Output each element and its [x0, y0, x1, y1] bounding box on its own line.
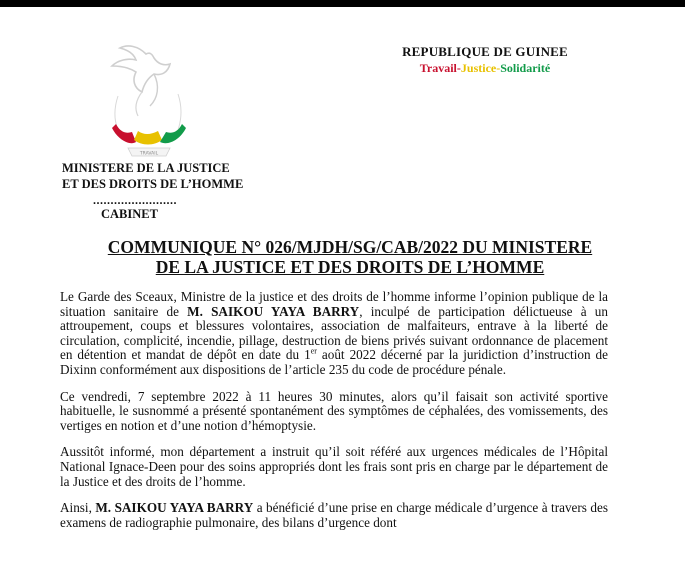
- motto-justice: Justice: [460, 61, 497, 75]
- title-line-1: COMMUNIQUE N° 026/MJDH/SG/CAB/2022 DU MINISTERE: [107, 237, 593, 257]
- ministry-line-2: ET DES DROITS DE L’HOMME: [62, 177, 244, 191]
- communique-body: [60, 290, 608, 542]
- p1-text-c: août 2022 décerné par la juridiction d’instruction de Dixinn conformément aux dispositions de l’article 235 du code de procédure pénale.: [60, 347, 608, 377]
- republic-header: [380, 44, 590, 76]
- cabinet-label: CABINET: [101, 207, 158, 221]
- paragraph-4: [60, 501, 608, 530]
- title-line-2: DE LA JUSTICE ET DES DROITS DE L’HOMME: [155, 257, 545, 277]
- p1-text-b: , inculpé de participation délictueuse à un attroupement, coups et blessures volontaires, association de malfaiteurs, entrave à la liberté de circulation, complicité, incendie, pillage, destruction de biens privés suivant ordonnance de placement en détention et mandat de dépôt en date du 1: [60, 303, 608, 363]
- p1-detainee-name: M. SAIKOU YAYA BARRY: [187, 303, 360, 319]
- republic-title: REPUBLIQUE DE GUINEE: [402, 44, 568, 59]
- p4-text-b: a bénéficié d’une prise en charge médicale d’urgence à travers des examens de radiographie pulmonaire, des bilans d’urgence dont: [60, 500, 608, 530]
- paragraph-3: Aussitôt informé, mon département a instruit qu’il soit référé aux urgences médicales de l’Hôpital National Ignace-Deen pour des soins appropriés dont les frais sont pris en charge par le département de la Justice et des droits de l’homme.: [60, 444, 608, 489]
- motto-sep-1: -: [456, 61, 461, 75]
- paragraph-2: Ce vendredi, 7 septembre 2022 à 11 heures 30 minutes, alors qu’il faisait son activité sportive habituelle, le susnommé a présenté spontanément des symptômes de céphalées, des vomissements, des vertiges en notion et d’une notion d’hémoptysie.: [60, 388, 608, 433]
- svg-text:TRAVAIL: TRAVAIL: [139, 151, 159, 157]
- motto-solidarite: Solidarité: [500, 61, 551, 75]
- communique-title: [60, 237, 640, 277]
- motto-travail: Travail: [419, 61, 457, 75]
- ministry-line-1: MINISTERE DE LA JUSTICE: [62, 161, 230, 175]
- dotted-separator: ........................: [93, 193, 177, 207]
- paragraph-1: [60, 290, 608, 378]
- p4-text-a: Ainsi,: [60, 500, 96, 516]
- top-border: [0, 0, 685, 7]
- guinea-coat-of-arms-icon: [88, 36, 208, 166]
- ministry-header: [62, 160, 243, 192]
- motto-sep-2: -: [496, 61, 501, 75]
- p1-superscript: er: [310, 346, 317, 356]
- p4-detainee-name: M. SAIKOU YAYA BARRY: [95, 500, 254, 516]
- national-motto: [380, 61, 590, 76]
- p1-text-a: Le Garde des Sceaux, Ministre de la justice et des droits de l’homme informe l’opinion publique de la situation sanitaire de: [60, 289, 608, 319]
